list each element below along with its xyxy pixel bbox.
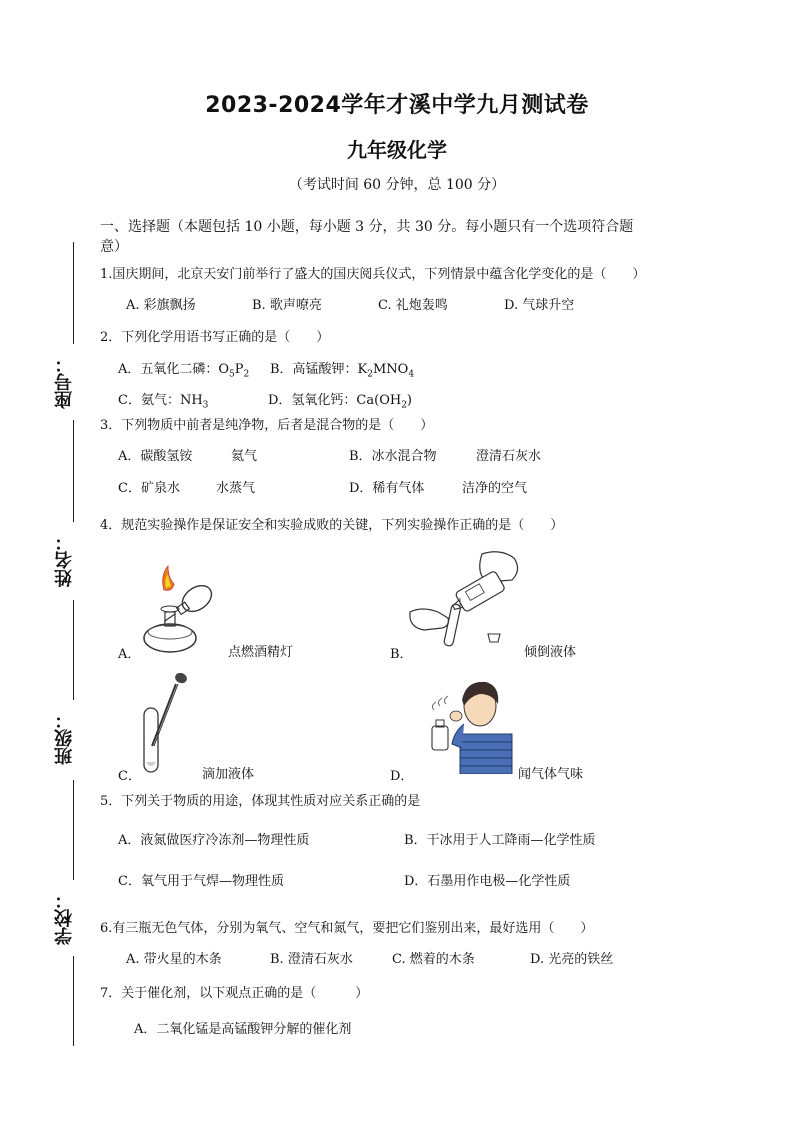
class-label: 班级： — [54, 711, 75, 765]
question-7-stem: 7．关于催化剂，以下观点正确的是（ ） — [100, 986, 369, 1001]
q6-option-b: B. 澄清石灰水 — [270, 952, 353, 967]
seat-label: 座号： — [54, 355, 75, 409]
q3-option-b: B．冰水混合物 — [349, 449, 437, 464]
school-label: 学校： — [54, 891, 75, 945]
q6-option-d: D. 光亮的铁丝 — [530, 952, 614, 967]
binding-line — [73, 600, 74, 700]
binding-line — [73, 420, 74, 522]
q5-option-c: C．氧气用于气焊—物理性质 — [118, 874, 284, 889]
question-5-stem: 5．下列关于物质的用途，体现其性质对应关系正确的是 — [100, 794, 421, 809]
section-heading: 一、选择题（本题包括 10 小题，每小题 3 分，共 30 分。每小题只有一个选项符合题 — [100, 219, 634, 235]
question-2-stem: 2．下列化学用语书写正确的是（ ） — [100, 330, 330, 345]
question-6-stem: 6.有三瓶无色气体，分别为氧气、空气和氮气，要把它们鉴别出来，最好选用（ ） — [100, 921, 594, 936]
q4-caption-d: 闻气体气味 — [518, 767, 584, 782]
q6-option-a: A. 带火星的木条 — [126, 952, 222, 967]
q3-option-c: C．矿泉水 — [118, 481, 180, 496]
name-label: 姓名： — [54, 533, 75, 587]
q3-option-a-second: 氦气 — [231, 449, 258, 464]
exam-subtitle: 九年级化学 — [347, 138, 447, 162]
q5-option-d: D．石墨用作电极—化学性质 — [404, 874, 571, 889]
binding-line — [73, 780, 74, 880]
exam-time-note: （考试时间 60 分钟，总 100 分） — [288, 177, 506, 193]
q5-option-b: B．干冰用于人工降雨—化学性质 — [404, 833, 596, 848]
binding-line — [73, 956, 74, 1046]
q1-option-c: C. 礼炮轰鸣 — [378, 298, 448, 313]
question-3-stem: 3．下列物质中前者是纯净物，后者是混合物的是（ ） — [100, 418, 434, 433]
q1-option-b: B. 歌声嘹亮 — [252, 298, 322, 313]
q2-option-d: D．氢氧化钙：$Ca(OH_2)$ — [268, 393, 412, 411]
q1-option-a: A. 彩旗飘扬 — [126, 298, 196, 313]
q1-option-d: D. 气球升空 — [504, 298, 575, 313]
q5-option-a: A．液氮做医疗冷冻剂—物理性质 — [118, 833, 310, 848]
q3-option-d-second: 洁净的空气 — [462, 481, 528, 496]
q6-option-c: C. 燃着的木条 — [392, 952, 475, 967]
q4-letter-c: C． — [118, 769, 141, 784]
q4-letter-d: D． — [390, 769, 414, 784]
q4-caption-c: 滴加液体 — [202, 767, 255, 782]
q2-option-b: B．高锰酸钾：$K_2MNO_4$ — [270, 362, 415, 380]
q4-letter-a: A． — [118, 647, 141, 662]
q3-option-c-second: 水蒸气 — [216, 481, 256, 496]
pouring-liquid-illustration — [404, 548, 528, 650]
section-heading-cont: 意） — [100, 239, 128, 255]
question-1-stem: 1.国庆期间，北京天安门前举行了盛大的国庆阅兵仪式，下列情景中蕴含化学变化的是（ ） — [100, 267, 646, 282]
q4-caption-a: 点燃酒精灯 — [228, 645, 294, 660]
q3-option-d: D．稀有气体 — [349, 481, 425, 496]
q2-option-c: C．氨气：$NH_3$ — [118, 393, 209, 411]
binding-line — [73, 242, 74, 344]
q4-letter-b: B． — [390, 647, 413, 662]
alcohol-lamp-illustration — [132, 562, 218, 656]
smelling-gas-illustration — [418, 676, 514, 774]
question-4-stem: 4．规范实验操作是保证安全和实验成败的关键，下列实验操作正确的是（ ） — [100, 518, 564, 533]
q3-option-a: A．碳酸氢铵 — [118, 449, 193, 464]
dropper-test-tube-illustration — [140, 670, 192, 776]
exam-title: 2023-2024学年才溪中学九月测试卷 — [205, 93, 589, 118]
q2-option-a: A．五氧化二磷：$O_5P_2$ — [118, 362, 250, 380]
q4-caption-b: 倾倒液体 — [524, 645, 577, 660]
q3-option-b-second: 澄清石灰水 — [476, 449, 542, 464]
q7-option-a: A．二氧化锰是高锰酸钾分解的催化剂 — [134, 1022, 352, 1037]
